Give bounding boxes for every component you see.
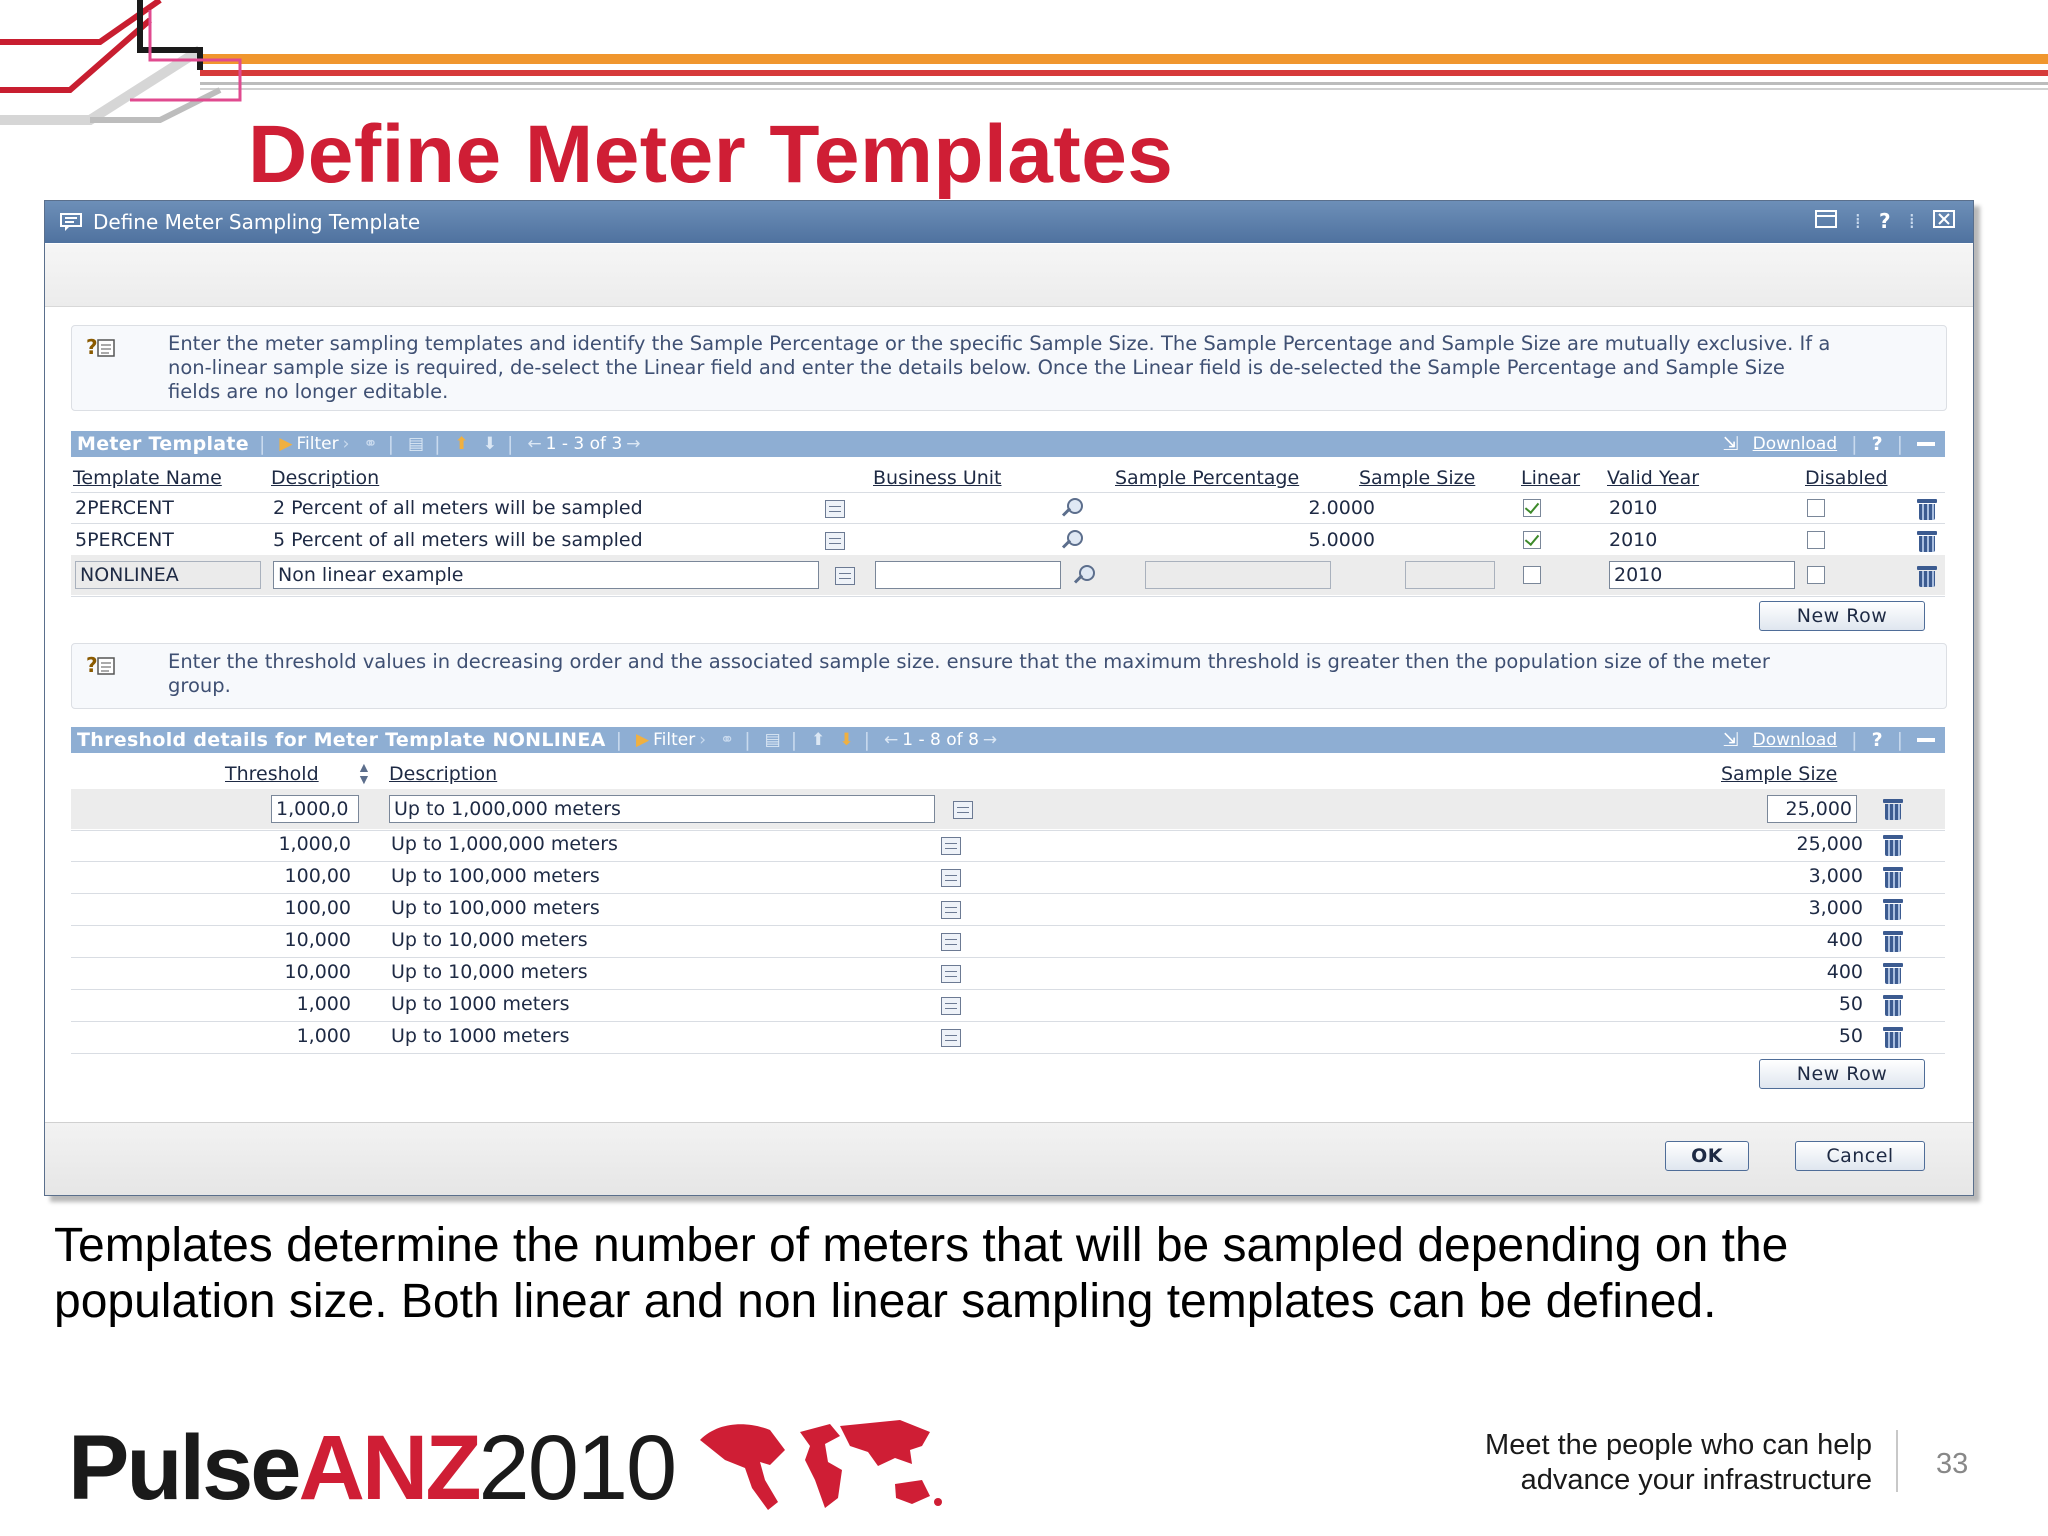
next-page-icon[interactable]: → [626, 434, 641, 454]
previous-page-icon[interactable]: ← [884, 730, 899, 750]
threshold-download-link[interactable]: Download [1752, 730, 1838, 750]
business-unit-lookup-icon[interactable] [1061, 497, 1085, 519]
long-description-icon[interactable] [825, 532, 845, 550]
long-description-icon[interactable] [941, 1029, 961, 1047]
binoculars-icon[interactable]: ⚭ [720, 730, 735, 750]
delete-row-trash-icon[interactable] [1881, 1025, 1905, 1049]
page-number: 33 [1936, 1448, 1969, 1480]
threshold-description-cell: Up to 10,000 meters [391, 929, 588, 951]
row-divider [71, 523, 1945, 524]
sample-size-input [1405, 561, 1495, 589]
column-header-sample-percentage[interactable]: Sample Percentage [1115, 467, 1300, 489]
define-meter-sampling-template-dialog [44, 200, 1974, 1196]
threshold-cell: 10,000 [284, 961, 351, 983]
toolbar-separator: ⁞ [1908, 209, 1915, 233]
disabled-checkbox[interactable] [1807, 566, 1825, 584]
info-text-templates: Enter the meter sampling templates and identify the Sample Percentage or the specific Sample Size. The Sample Percentage and Sample Size are mutually exclusive. If a non-linear sample size is required, de-select the Linear field and enter the details below. Once the Linear field is de-selected the Sample Percentage and Sample Size fields are no longer editable. [168, 332, 1831, 403]
delete-row-trash-icon[interactable] [1881, 865, 1905, 889]
threshold-description-cell: Up to 1,000,000 meters [391, 833, 618, 855]
row-divider [71, 492, 1945, 493]
threshold-cell: 1,000 [296, 1025, 351, 1047]
meter-template-toolbar [71, 431, 1945, 457]
delete-row-trash-icon[interactable] [1881, 797, 1905, 821]
meter-template-help-icon[interactable]: ? [1871, 433, 1883, 455]
linear-checkbox[interactable] [1523, 499, 1541, 517]
long-description-icon[interactable] [941, 869, 961, 887]
brand-pulse: Pulse [68, 1417, 299, 1519]
column-header-description[interactable]: Description [271, 467, 380, 489]
world-map-icon [690, 1410, 950, 1520]
toolbar-separator: | [1851, 729, 1858, 751]
delete-row-trash-icon[interactable] [1915, 497, 1939, 521]
toolbar-separator: | [615, 729, 623, 751]
disabled-checkbox[interactable] [1807, 499, 1825, 517]
collapse-icon[interactable] [1917, 738, 1935, 742]
toolbar-separator: | [1896, 729, 1903, 751]
sample-percentage-cell: 2.0000 [1308, 497, 1375, 519]
dialog-toolbar [45, 244, 1973, 307]
valid-year-cell: 2010 [1609, 529, 1658, 551]
info-box-thresholds [71, 643, 1947, 709]
row-divider [71, 925, 1945, 926]
business-unit-lookup-icon[interactable] [1073, 564, 1097, 586]
filter-arrow-icon: ▶ [279, 434, 293, 454]
threshold-cell: 100,00 [284, 865, 351, 887]
dialog-footer [45, 1122, 1973, 1195]
toolbar-separator: | [790, 729, 798, 751]
long-description-icon[interactable] [835, 567, 855, 585]
ok-button[interactable]: OK [1665, 1141, 1749, 1171]
delete-row-trash-icon[interactable] [1881, 833, 1905, 857]
sample-percentage-cell: 5.0000 [1308, 529, 1375, 551]
threshold-cell: 1,000 [296, 993, 351, 1015]
delete-row-trash-icon[interactable] [1881, 961, 1905, 985]
long-description-icon[interactable] [941, 933, 961, 951]
threshold-toolbar [71, 727, 1945, 753]
column-header-linear[interactable]: Linear [1521, 467, 1581, 489]
brand-anz: ANZ [298, 1417, 479, 1519]
next-page-icon[interactable]: → [982, 730, 998, 750]
long-description-icon[interactable] [953, 801, 973, 819]
delete-row-trash-icon[interactable] [1881, 929, 1905, 953]
dialog-icon [59, 212, 85, 232]
meter-template-section-title: Meter Template [77, 433, 249, 455]
row-divider [71, 830, 1945, 831]
threshold-sample-size-cell: 50 [1838, 1025, 1863, 1047]
template-name-input[interactable]: NONLINEA [75, 561, 261, 589]
linear-checkbox[interactable] [1523, 531, 1541, 549]
valid-year-cell: 2010 [1609, 497, 1658, 519]
download-icon[interactable]: ⇲ [1722, 729, 1739, 751]
cancel-button[interactable]: Cancel [1795, 1141, 1925, 1171]
help-note-icon [86, 334, 116, 360]
info-text-thresholds: Enter the threshold values in decreasing order and the associated sample size. ensure that the maximum threshold is greater then the population size of the meter group. [168, 650, 1770, 697]
column-header-threshold-description[interactable]: Description [389, 763, 498, 785]
threshold-description-input[interactable]: Up to 1,000,000 meters [389, 795, 935, 823]
long-description-icon[interactable] [941, 965, 961, 983]
toolbar-separator: | [387, 433, 395, 455]
row-divider [71, 596, 1945, 597]
sample-percentage-input [1145, 561, 1331, 589]
business-unit-lookup-icon[interactable] [1061, 529, 1085, 551]
row-divider [71, 957, 1945, 958]
table-settings-icon[interactable]: ▤ [764, 730, 781, 750]
tagline [1485, 1428, 1872, 1498]
long-description-icon[interactable] [941, 837, 961, 855]
threshold-sample-size-cell: 3,000 [1808, 897, 1863, 919]
threshold-filter[interactable] [636, 730, 706, 750]
threshold-help-icon[interactable]: ? [1871, 729, 1883, 751]
threshold-sample-size-cell: 50 [1838, 993, 1863, 1015]
row-divider [71, 861, 1945, 862]
threshold-pager: 1 - 8 of 8 [902, 730, 979, 750]
column-header-threshold-sample-size[interactable]: Sample Size [1721, 763, 1838, 785]
meter-template-new-row-button[interactable]: New Row [1759, 601, 1925, 631]
delete-row-trash-icon[interactable] [1881, 993, 1905, 1017]
threshold-sample-size-cell: 3,000 [1808, 865, 1863, 887]
table-settings-icon[interactable]: ▤ [408, 434, 425, 454]
row-divider [71, 1053, 1945, 1054]
svg-text:?: ? [86, 335, 98, 359]
slide-title: Define Meter Templates [248, 109, 1174, 200]
threshold-description-cell: Up to 1000 meters [391, 993, 570, 1015]
collapse-icon[interactable] [1917, 442, 1935, 446]
threshold-description-cell: Up to 100,000 meters [391, 897, 600, 919]
threshold-sample-size-input[interactable]: 25,000 [1767, 795, 1857, 823]
column-header-threshold[interactable]: Threshold [225, 763, 319, 785]
filter-label: Filter [653, 730, 696, 750]
threshold-cell: 100,00 [284, 897, 351, 919]
toolbar-separator: ⁞ [1854, 209, 1862, 233]
pulse-anz-logo [68, 1418, 675, 1518]
info-box-templates [71, 325, 1947, 411]
delete-row-trash-icon[interactable] [1915, 564, 1939, 588]
sort-icon[interactable]: ▲ ▼ [357, 759, 371, 787]
toolbar-separator: | [258, 433, 266, 455]
move-up-icon[interactable]: ⬆ [811, 730, 826, 750]
template-description-cell: 5 Percent of all meters will be sampled [273, 529, 643, 551]
long-description-icon[interactable] [941, 997, 961, 1015]
row-divider [71, 989, 1945, 990]
delete-row-trash-icon[interactable] [1915, 529, 1939, 553]
template-name-cell: 5PERCENT [75, 529, 174, 551]
threshold-sample-size-cell: 25,000 [1796, 833, 1863, 855]
linear-checkbox[interactable] [1523, 566, 1541, 584]
threshold-cell: 10,000 [284, 929, 351, 951]
row-divider [71, 1021, 1945, 1022]
toolbar-separator: | [744, 729, 751, 751]
meter-template-download-link[interactable]: Download [1752, 434, 1838, 454]
brand-year: 2010 [478, 1417, 676, 1519]
filter-label: Filter [296, 434, 339, 454]
delete-row-trash-icon[interactable] [1881, 897, 1905, 921]
template-description-cell: 2 Percent of all meters will be sampled [273, 497, 643, 519]
chevron-right-icon: › [342, 434, 350, 454]
threshold-section-title: Threshold details for Meter Template NONLINEA [77, 729, 606, 751]
move-down-icon[interactable]: ⬇ [839, 730, 854, 750]
column-header-business-unit[interactable]: Business Unit [873, 467, 1002, 489]
threshold-sample-size-cell: 400 [1826, 929, 1863, 951]
toolbar-separator: | [863, 729, 871, 751]
meter-template-filter[interactable] [279, 434, 349, 454]
filter-arrow-icon: ▶ [636, 730, 650, 750]
column-header-template-name[interactable]: Template Name [73, 467, 222, 489]
move-down-icon[interactable]: ⬇ [482, 434, 498, 454]
threshold-input[interactable]: 1,000,0 [271, 795, 359, 823]
svg-text:?: ? [86, 653, 98, 677]
valid-year-input[interactable]: 2010 [1609, 561, 1795, 589]
toolbar-separator: | [1896, 433, 1903, 455]
row-divider [71, 893, 1945, 894]
template-name-cell: 2PERCENT [75, 497, 174, 519]
binoculars-icon[interactable]: ⚭ [363, 434, 378, 454]
template-description-input[interactable]: Non linear example [273, 561, 819, 589]
tagline-line-1: Meet the people who can help [1485, 1429, 1872, 1461]
long-description-icon[interactable] [825, 500, 845, 518]
long-description-icon[interactable] [941, 901, 961, 919]
move-up-icon[interactable]: ⬆ [454, 434, 469, 454]
chevron-right-icon: › [699, 730, 707, 750]
help-note-icon [86, 652, 116, 678]
toolbar-separator: | [507, 433, 514, 455]
download-icon[interactable]: ⇲ [1722, 433, 1739, 455]
toolbar-separator: | [434, 433, 441, 455]
business-unit-input[interactable] [875, 561, 1061, 589]
column-header-sample-size[interactable]: Sample Size [1359, 467, 1476, 489]
threshold-cell: 1,000,0 [278, 833, 351, 855]
threshold-sample-size-cell: 400 [1826, 961, 1863, 983]
dialog-title: Define Meter Sampling Template [93, 210, 421, 234]
disabled-checkbox[interactable] [1807, 531, 1825, 549]
close-icon[interactable] [1933, 209, 1955, 233]
dialog-help-icon[interactable]: ? [1879, 209, 1891, 233]
maximize-icon[interactable] [1815, 209, 1837, 233]
meter-template-pager: 1 - 3 of 3 [545, 434, 623, 454]
threshold-description-cell: Up to 100,000 meters [391, 865, 600, 887]
dialog-titlebar [45, 201, 1973, 243]
threshold-description-cell: Up to 10,000 meters [391, 961, 588, 983]
threshold-description-cell: Up to 1000 meters [391, 1025, 570, 1047]
tagline-line-2: advance your infrastructure [1520, 1464, 1872, 1496]
column-header-disabled[interactable]: Disabled [1805, 467, 1888, 489]
previous-page-icon[interactable]: ← [527, 434, 542, 454]
threshold-new-row-button[interactable]: New Row [1759, 1059, 1925, 1089]
slide-caption: Templates determine the number of meters that will be sampled depending on the population size. Both linear and non linear sampling templates can be defined. [54, 1219, 1789, 1328]
column-header-valid-year[interactable]: Valid Year [1607, 467, 1700, 489]
toolbar-separator: | [1851, 433, 1858, 455]
page-number-divider [1896, 1430, 1898, 1492]
